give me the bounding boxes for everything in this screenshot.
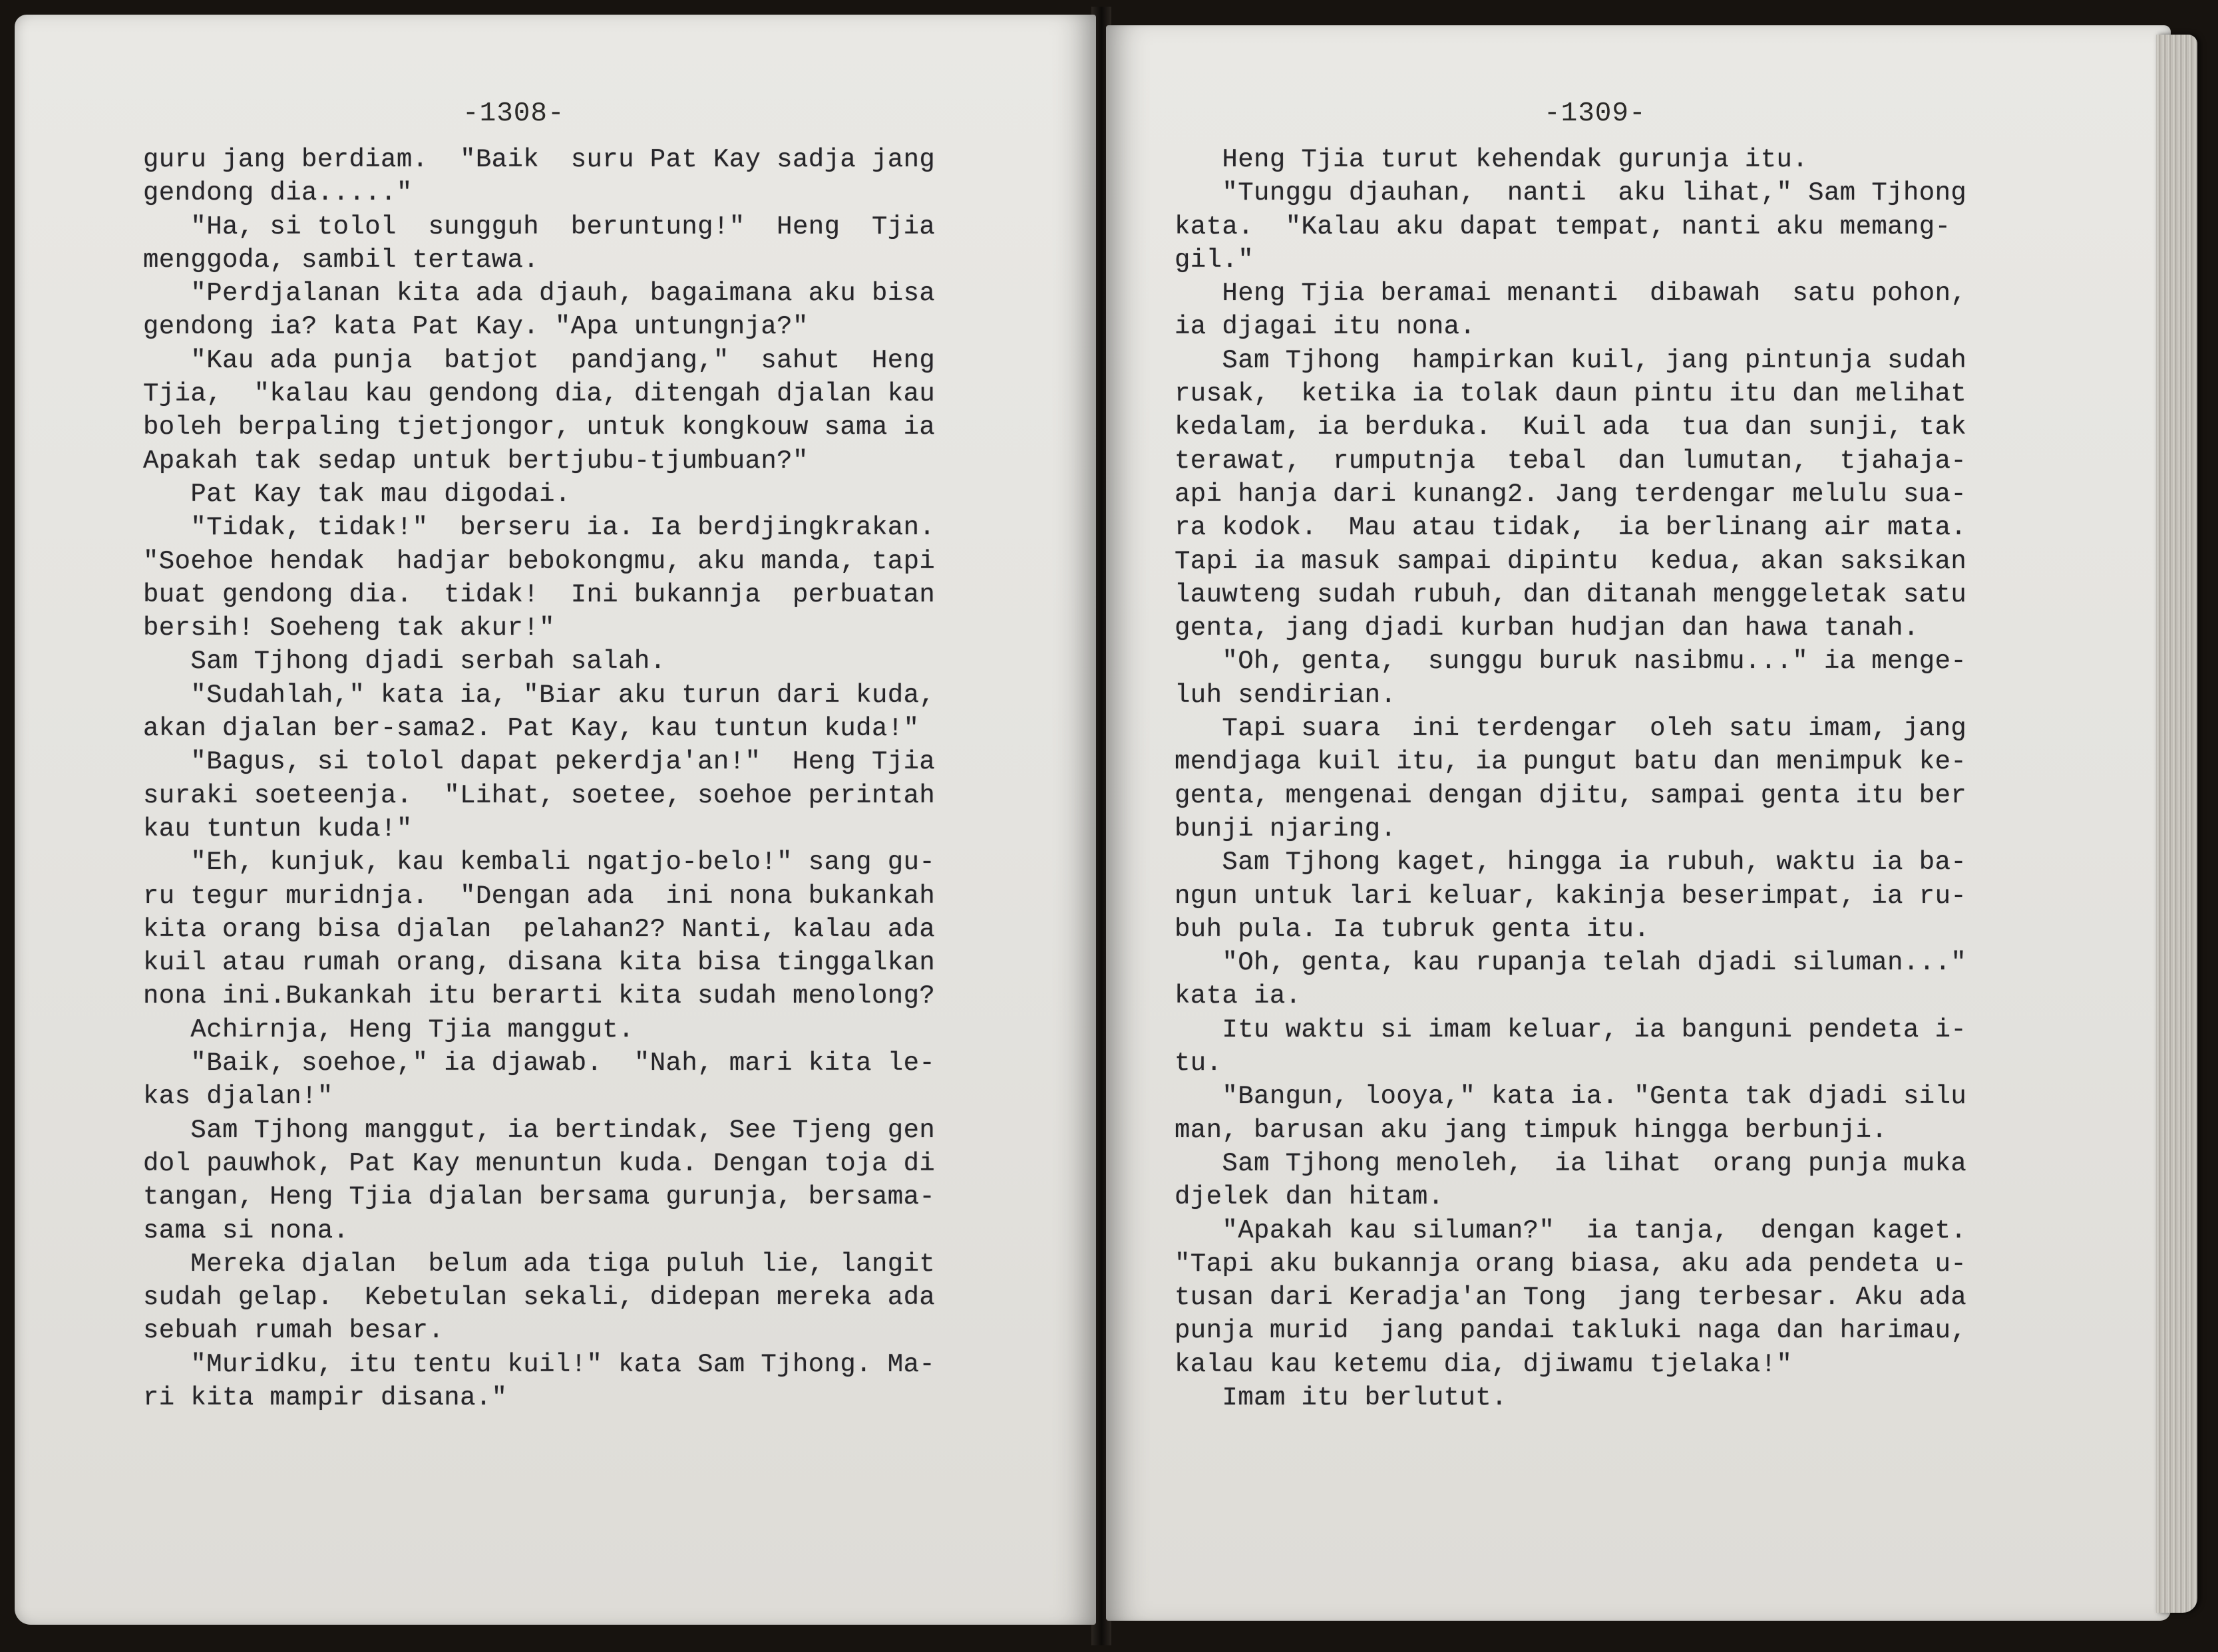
left-page-text-line: sudah gelap. Kebetulan sekali, didepan mereka ada (143, 1283, 936, 1313)
right-page-text-line: djelek dan hitam. (1175, 1182, 1444, 1212)
left-page-text-line: gendong dia....." (143, 178, 413, 208)
right-page-text-line: tu. (1175, 1049, 1222, 1078)
left-page-text-line: Mereka djalan belum ada tiga puluh lie, langit (143, 1249, 936, 1279)
left-page-text-line: "Bagus, si tolol dapat pekerdja'an!" Heng Tjia (143, 747, 936, 777)
left-page-text-line: Sam Tjhong djadi serbah salah. (143, 647, 666, 677)
right-page-text-line: Sam Tjhong kaget, hingga ia rubuh, waktu ia ba- (1175, 848, 1967, 878)
right-page-text-line: man, barusan aku jang timpuk hingga berbunji. (1175, 1115, 1888, 1145)
right-page-text-line: luh sendirian. (1175, 680, 1397, 710)
left-page-text-line: "Eh, kunjuk, kau kembali ngatjo-belo!" sang gu- (143, 848, 936, 878)
left-page-text-line: ru tegur muridnja. "Dengan ada ini nona bukankah (143, 881, 936, 911)
left-page-text-line: kuil atau rumah orang, disana kita bisa tinggalkan (143, 948, 936, 978)
right-page-text-line: Heng Tjia beramai menanti dibawah satu pohon, (1175, 279, 1967, 309)
left-page-text-line: kas djalan!" (143, 1082, 333, 1112)
right-page-text-line: ia djagai itu nona. (1175, 312, 1476, 342)
left-page-text-line: kita orang bisa djalan pelahan2? Nanti, kalau ada (143, 914, 936, 944)
right-page-text-line: genta, jang djadi kurban hudjan dan hawa tanah. (1175, 613, 1919, 643)
left-page-text-line: "Ha, si tolol sungguh beruntung!" Heng Tjia (143, 212, 936, 242)
left-page-text-line: menggoda, sambil tertawa. (143, 245, 540, 275)
right-page-text-line: "Bangun, looya," kata ia. "Genta tak djadi silu (1175, 1082, 1967, 1112)
left-page-text-line: Sam Tjhong manggut, ia bertindak, See Tjeng gen (143, 1115, 936, 1145)
right-page-text-line: Tapi suara ini terdengar oleh satu imam, jang (1175, 714, 1967, 744)
left-page-text-line: "Kau ada punja batjot pandjang," sahut Heng (143, 345, 936, 375)
left-page-text-line: ri kita mampir disana." (143, 1383, 508, 1412)
left-page-text-line: boleh berpaling tjetjongor, untuk kongkouw sama ia (143, 413, 936, 442)
right-page-text-line: kedalam, ia berduka. Kuil ada tua dan sunji, tak (1175, 413, 1967, 442)
left-page-text-line: kau tuntun kuda!" (143, 814, 413, 844)
right-page-text-line: terawat, rumputnja tebal dan lumutan, tjahaja- (1175, 446, 1967, 476)
right-page-number: -1309- (1544, 98, 1646, 129)
left-page-text-line: bersih! Soeheng tak akur!" (143, 613, 555, 643)
right-page-text-line: "Oh, genta, sunggu buruk nasibmu..." ia menge- (1175, 647, 1967, 677)
left-page-text-line: gendong ia? kata Pat Kay. "Apa untungnja?" (143, 312, 809, 342)
left-page-text-line: nona ini.Bukankah itu berarti kita sudah menolong? (143, 981, 936, 1011)
right-page-text (1175, 143, 1966, 1414)
left-page-text-line: "Soehoe hendak hadjar bebokongmu, aku manda, tapi (143, 546, 936, 576)
right-page-text-line: punja murid jang pandai takluki naga dan harimau, (1175, 1316, 1967, 1346)
right-page-text-line: kalau kau ketemu dia, djiwamu tjelaka!" (1175, 1349, 1793, 1379)
left-page-text-line: "Tidak, tidak!" berseru ia. Ia berdjingkrakan. (143, 513, 936, 543)
left-page-text-line: "Perdjalanan kita ada djauh, bagaimana aku bisa (143, 279, 936, 309)
right-page-text-line: genta, mengenai dengan djitu, sampai genta itu ber (1175, 780, 1967, 810)
right-page-text-line: "Apakah kau siluman?" ia tanja, dengan kaget. (1175, 1216, 1967, 1245)
right-page-text-line: Sam Tjhong hampirkan kuil, jang pintunja sudah (1175, 345, 1967, 375)
right-page-text-line: ra kodok. Mau atau tidak, ia berlinang air mata. (1175, 513, 1967, 543)
left-page-text-line: Tjia, "kalau kau gendong dia, ditengah djalan kau (143, 379, 936, 409)
right-page-text-line: Sam Tjhong menoleh, ia lihat orang punja muka (1175, 1148, 1967, 1178)
left-page-text-line: guru jang berdiam. "Baik suru Pat Kay sadja jang (143, 145, 936, 174)
left-page-text-line: akan djalan ber-sama2. Pat Kay, kau tuntun kuda!" (143, 714, 920, 744)
right-page-text-line: bunji njaring. (1175, 814, 1397, 844)
left-page-text-line: "Muridku, itu tentu kuil!" kata Sam Tjhong. Ma- (143, 1349, 936, 1379)
left-page-text-line: Apakah tak sedap untuk bertjubu-tjumbuan?" (143, 446, 809, 476)
right-page-text-line: ngun untuk lari keluar, kakinja beserimpat, ia ru- (1175, 881, 1967, 911)
right-page-text-line: Tapi ia masuk sampai dipintu kedua, akan saksikan (1175, 546, 1967, 576)
right-page-text-line: Itu waktu si imam keluar, ia banguni pendeta i- (1175, 1015, 1967, 1045)
right-page-text-line: buh pula. Ia tubruk genta itu. (1175, 914, 1650, 944)
left-page-text-line: sebuah rumah besar. (143, 1316, 445, 1346)
left-page-text-line: dol pauwhok, Pat Kay menuntun kuda. Dengan toja di (143, 1148, 936, 1178)
right-page-text-line: kata ia. (1175, 981, 1302, 1011)
left-page-text-line: Achirnja, Heng Tjia manggut. (143, 1015, 634, 1045)
left-page-text-line: "Baik, soehoe," ia djawab. "Nah, mari kita le- (143, 1049, 936, 1078)
left-page-number: -1308- (462, 98, 565, 129)
right-page-text-line: lauwteng sudah rubuh, dan ditanah menggeletak satu (1175, 579, 1967, 609)
right-page-text-line: rusak, ketika ia tolak daun pintu itu dan melihat (1175, 379, 1967, 409)
right-page-text-line: kata. "Kalau aku dapat tempat, nanti aku memang- (1175, 212, 1951, 242)
right-page-text-line: "Tunggu djauhan, nanti aku lihat," Sam Tjhong (1175, 178, 1967, 208)
right-page-text-line: tusan dari Keradja'an Tong jang terbesar. Aku ada (1175, 1283, 1967, 1313)
left-page-text-line: buat gendong dia. tidak! Ini bukannja perbuatan (143, 579, 936, 609)
left-page-text (143, 143, 935, 1414)
right-page-text-line: "Oh, genta, kau rupanja telah djadi siluman..." (1175, 948, 1967, 978)
right-page-text-line: api hanja dari kunang2. Jang terdengar melulu sua- (1175, 479, 1967, 509)
left-page-text-line: "Sudahlah," kata ia, "Biar aku turun dari kuda, (143, 680, 936, 710)
right-page-text-line: gil." (1175, 245, 1254, 275)
right-page-text-line: "Tapi aku bukannja orang biasa, aku ada pendeta u- (1175, 1249, 1967, 1279)
right-page-text-line: Heng Tjia turut kehendak gurunja itu. (1175, 145, 1809, 174)
left-page-text-line: Pat Kay tak mau digodai. (143, 479, 571, 509)
left-page-text-line: suraki soeteenja. "Lihat, soetee, soehoe perintah (143, 780, 936, 810)
left-page-text-line: sama si nona. (143, 1216, 349, 1245)
right-page-text-line: Imam itu berlutut. (1175, 1383, 1507, 1412)
left-page-text-line: tangan, Heng Tjia djalan bersama gurunja, bersama- (143, 1182, 936, 1212)
page-edges (2156, 35, 2197, 1613)
right-page-text-line: mendjaga kuil itu, ia pungut batu dan menimpuk ke- (1175, 747, 1967, 777)
